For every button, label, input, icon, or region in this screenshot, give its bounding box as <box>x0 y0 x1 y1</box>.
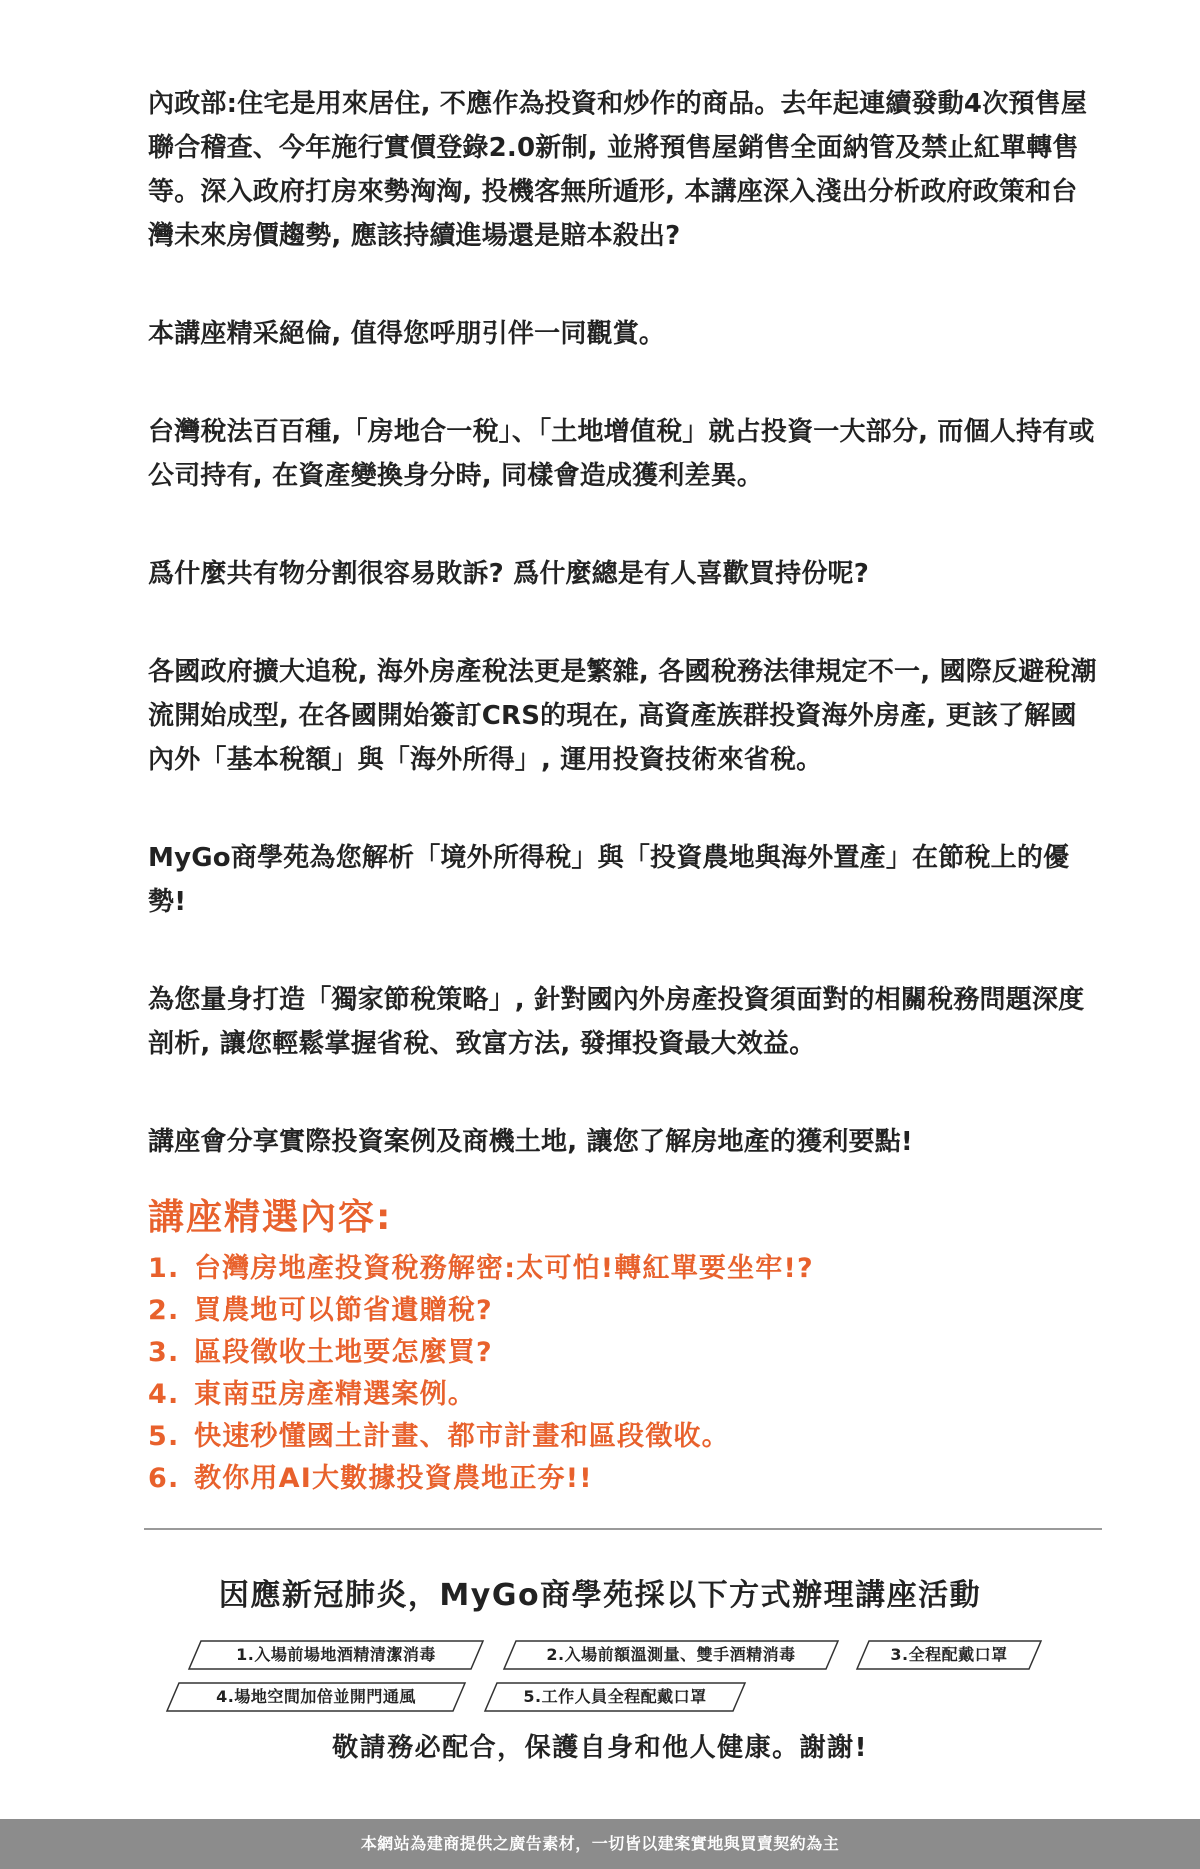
measure-label: 4.場地空間加倍並開門通風 <box>216 1687 416 1706</box>
highlight-number: 4. <box>148 1379 180 1410</box>
highlight-number: 3. <box>148 1337 180 1368</box>
highlight-number: 5. <box>148 1421 180 1452</box>
highlights-title: 講座精選內容: <box>148 1197 393 1238</box>
highlight-item <box>148 1290 1098 1332</box>
overseas-tax-paragraph: 各國政府擴大追稅, 海外房產稅法更是繁雜, 各國稅務法律規定不一, 國際反避稅潮流開始成型, 在各國開始簽訂CRS的現在, 高資產族群投資海外房產, 更該了解國內外「基本稅額」與「海外所得」, 運用投資技術來省稅。 <box>148 657 1097 775</box>
footer-disclaimer: 本網站為建商提供之廣告素材，一切皆以建案實地與買賣契約為主 <box>0 1819 1200 1869</box>
measure-label: 5.工作人員全程配戴口罩 <box>523 1687 707 1706</box>
measure-label: 1.入場前場地酒精清潔消毒 <box>236 1645 436 1664</box>
highlight-text: 區段徵收土地要怎麼買? <box>194 1337 493 1368</box>
highlight-text: 東南亞房產精選案例。 <box>194 1379 476 1410</box>
article-body <box>148 82 1098 1500</box>
mygo-analysis-paragraph: MyGo商學苑為您解析「境外所得稅」與「投資農地與海外置產」在節稅上的優勢! <box>148 843 1070 917</box>
highlight-number: 6. <box>148 1463 180 1494</box>
measure-tag <box>166 1682 466 1712</box>
highlight-text: 教你用AI大數據投資農地正夯!! <box>194 1463 593 1494</box>
highlights-list <box>148 1248 1098 1500</box>
measure-label: 3.全程配戴口罩 <box>890 1645 1008 1664</box>
measure-tag <box>484 1682 746 1712</box>
highlight-number: 2. <box>148 1295 180 1326</box>
tax-law-paragraph: 台灣稅法百百種,「房地合一稅」、「土地增值稅」就占投資一大部分, 而個人持有或公司持有, 在資產變換身分時, 同樣會造成獲利差異。 <box>148 417 1095 491</box>
strategy-paragraph: 為您量身打造「獨家節稅策略」, 針對國內外房產投資須面對的相關稅務問題深度剖析, 讓您輕鬆掌握省稅、致富方法, 發揮投資最大效益。 <box>148 985 1085 1059</box>
covid-cooperation-note: 敬請務必配合，保護自身和他人健康。謝謝! <box>332 1733 868 1763</box>
section-divider <box>144 1528 1102 1530</box>
measure-tag <box>188 1640 484 1670</box>
measure-tag <box>856 1640 1042 1670</box>
highlight-text: 買農地可以節省遺贈稅? <box>194 1295 493 1326</box>
covid-notice-title: 因應新冠肺炎，MyGo商學苑採以下方式辦理講座活動 <box>218 1578 982 1613</box>
intro-paragraph: 內政部:住宅是用來居住, 不應作為投資和炒作的商品。去年起連續發動4次預售屋聯合稽查、今年施行實價登錄2.0新制, 並將預售屋銷售全面納管及禁止紅單轉售等。深入政府打房來勢洶洶, 投機客無所遁形, 本講座深入淺出分析政府政策和台灣未來房價趨勢, 應該持續進場還是賠本殺出? <box>148 89 1088 251</box>
highlight-text: 台灣房地產投資稅務解密:太可怕!轉紅單要坐牢!? <box>194 1253 814 1284</box>
measure-label: 2.入場前額溫測量、雙手酒精消毒 <box>546 1645 796 1664</box>
highlight-item <box>148 1416 1098 1458</box>
measure-tag <box>503 1640 839 1670</box>
highlight-text: 快速秒懂國土計畫、都市計畫和區段徵收。 <box>194 1421 730 1452</box>
recommend-paragraph: 本講座精采絕倫, 值得您呼朋引伴一同觀賞。 <box>148 319 666 349</box>
highlight-number: 1. <box>148 1253 180 1284</box>
highlight-item <box>148 1458 1098 1500</box>
highlight-item <box>148 1332 1098 1374</box>
case-sharing-paragraph: 講座會分享實際投資案例及商機土地, 讓您了解房地產的獲利要點! <box>148 1127 913 1157</box>
co-ownership-question: 爲什麼共有物分割很容易敗訴? 爲什麼總是有人喜歡買持份呢? <box>148 559 870 589</box>
highlight-item <box>148 1374 1098 1416</box>
highlight-item <box>148 1248 1098 1290</box>
